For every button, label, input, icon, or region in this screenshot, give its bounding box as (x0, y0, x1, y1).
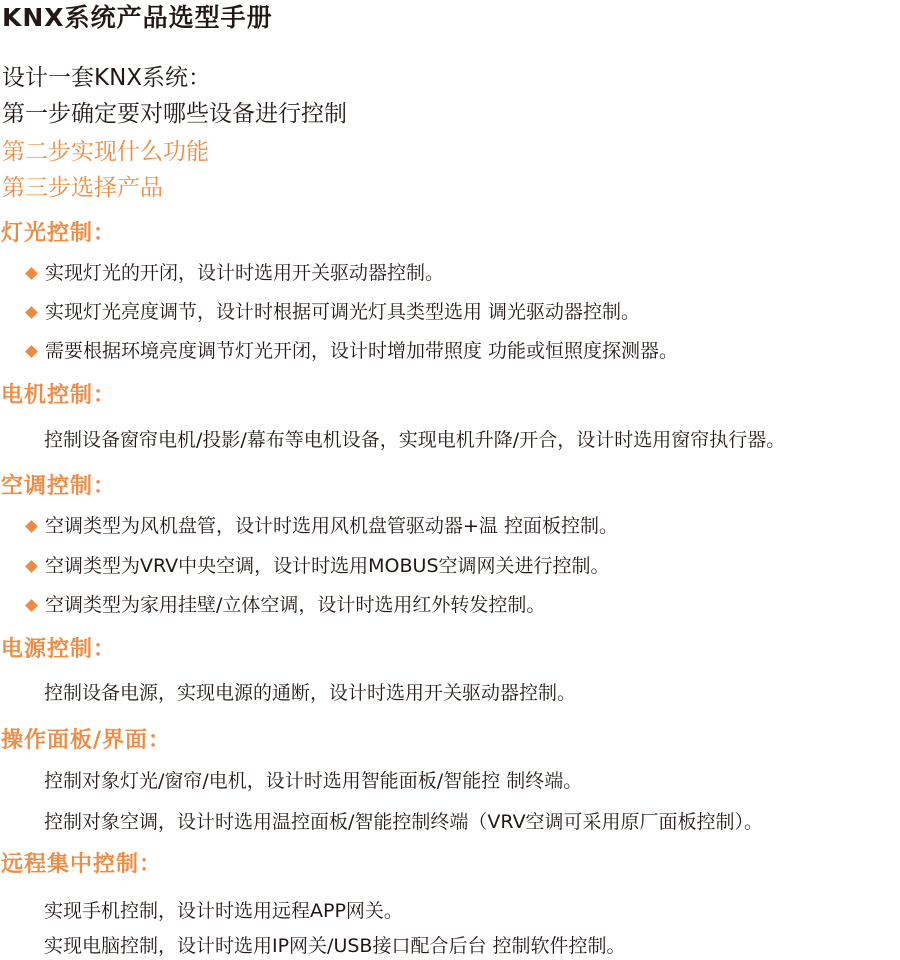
list-item-text: 空调类型为VRV中央空调，设计时选用MOBUS空调网关进行控制。 (45, 555, 610, 577)
section-heading-remote: 远程集中控制： (1, 852, 163, 877)
list-item (24, 553, 610, 579)
intro-line-2: 第一步确定要对哪些设备进行控制 (2, 101, 347, 127)
page-title: KNX系统产品选型手册 (2, 3, 273, 32)
list-item (24, 513, 618, 539)
list-item (24, 592, 545, 618)
diamond-bullet-icon (25, 345, 38, 358)
diamond-bullet-icon (25, 560, 38, 573)
intro-line-3: 第二步实现什么功能 (2, 139, 209, 165)
list-item-text: 空调类型为风机盘管，设计时选用风机盘管驱动器+温 控面板控制。 (45, 515, 618, 537)
paragraph: 控制对象空调，设计时选用温控面板/智能控制终端（VRV空调可采用原厂面板控制）。 (44, 811, 764, 833)
diamond-bullet-icon (25, 267, 38, 280)
intro-line-4: 第三步选择产品 (2, 175, 163, 201)
list-item (24, 260, 444, 286)
list-item-text: 实现灯光亮度调节，设计时根据可调光灯具类型选用 调光驱动器控制。 (45, 301, 641, 323)
list-item-text: 实现灯光的开闭，设计时选用开关驱动器控制。 (45, 262, 445, 284)
diamond-bullet-icon (25, 520, 38, 533)
paragraph: 控制对象灯光/窗帘/电机，设计时选用智能面板/智能控 制终端。 (44, 770, 583, 792)
section-heading-motor: 电机控制： (1, 383, 117, 408)
paragraph: 实现手机控制，设计时选用远程APP网关。 (44, 900, 403, 922)
list-item (24, 338, 678, 364)
section-heading-panel: 操作面板/界面： (1, 728, 172, 753)
list-item-text: 需要根据环境亮度调节灯光开闭，设计时增加带照度 功能或恒照度探测器。 (45, 340, 679, 362)
list-item-text: 空调类型为家用挂壁/立体空调，设计时选用红外转发控制。 (45, 594, 546, 616)
paragraph: 控制设备电源，实现电源的通断，设计时选用开关驱动器控制。 (44, 682, 577, 704)
paragraph: 控制设备窗帘电机/投影/幕布等电机设备，实现电机升降/开合，设计时选用窗帘执行器。 (44, 429, 786, 451)
intro-line-1: 设计一套KNX系统： (2, 65, 212, 91)
section-heading-power: 电源控制： (1, 637, 117, 662)
section-heading-lighting: 灯光控制： (1, 221, 117, 246)
paragraph: 实现电脑控制，设计时选用IP网关/USB接口配合后台 控制软件控制。 (44, 935, 626, 957)
list-item (24, 299, 640, 325)
section-heading-ac: 空调控制： (1, 474, 117, 499)
diamond-bullet-icon (25, 599, 38, 612)
diamond-bullet-icon (25, 306, 38, 319)
